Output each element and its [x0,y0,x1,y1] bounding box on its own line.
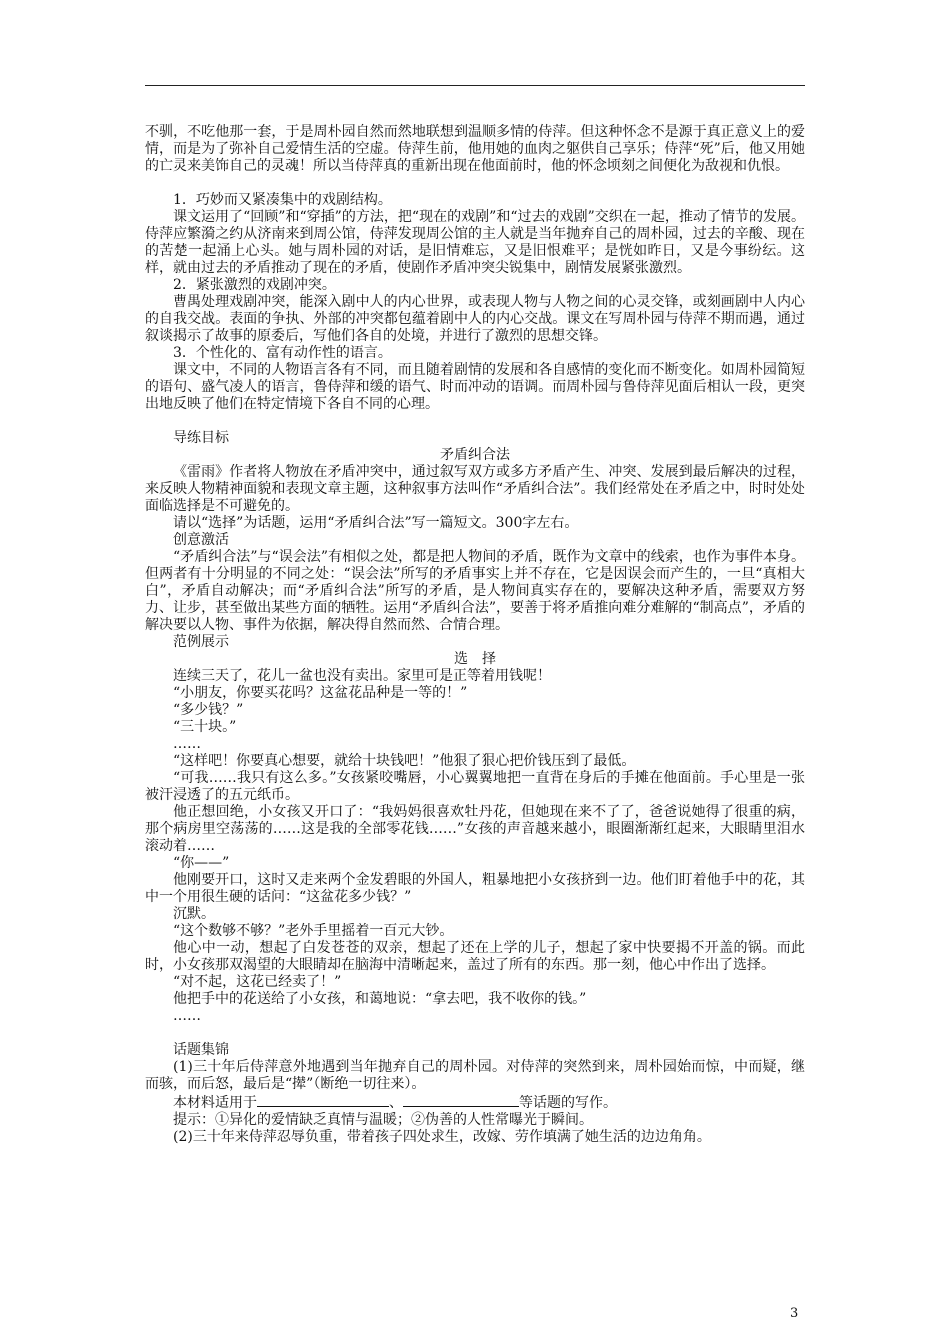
paragraph: 不驯，不吃他那一套，于是周朴园自然而然地联想到温顺多情的侍萍。但这种怀念不是源于真正意义上的爱情，而是为了弥补自己爱情生活的空虚。侍萍生前，他用她的血肉之躯供自己享乐；侍萍“死”后，他又用她的亡灵来美饰自己的灵魂！所以当侍萍真的重新出现在他面前时，他的怀念顷刻之间便化为敌视和仇恨。 [145,124,805,174]
page-number: 3 [790,1306,799,1321]
paragraph: 连续三天了，花儿一盆也没有卖出。家里可是正等着用钱呢！ [173,668,551,684]
fill-line-after: 等话题的写作。 [519,1095,617,1111]
paragraph: 《雷雨》作者将人物放在矛盾冲突中，通过叙写双方或多方矛盾产生、冲突、发展到最后解决的过程，来反映人物精神面貌和表现文章主题，这种叙事方法叫作“矛盾纠合法”。我们经常处在矛盾之中，时时处处面临选择是不可避免的。 [145,464,805,514]
paragraph: “这个数够不够？”老外手里摇着一百元大钞。 [173,923,454,939]
section-heading: 创意激活 [173,532,229,548]
centered-title: 矛盾纠合法 [440,447,510,463]
paragraph: 他心中一动，想起了白发苍苍的双亲，想起了还在上学的儿子，想起了家中快要揭不开盖的锅。而此时，小女孩那双渴望的大眼睛却在脑海中清晰起来，盖过了所有的东西。那一刻，他心中作出了选择。 [145,940,805,973]
text-blocks [145,124,805,1093]
paragraph: 他正想回绝，小女孩又开口了：“我妈妈很喜欢牡丹花，但她现在来不了了，爸爸说她得了很重的病，那个病房里空荡荡的……这是我的全部零花钱……”女孩的声音越来越小，眼圈渐渐红起来，大眼睛里泪水滚动着…… [145,804,805,854]
section-heading: 范例展示 [173,634,229,650]
paragraph: “多少钱？” [173,702,244,718]
paragraph: “对不起，这花已经卖了！” [173,974,342,990]
section-heading: 话题集锦 [173,1042,229,1058]
paragraph: (2)三十年来侍萍忍辱负重，带着孩子四处求生，改嫁、劳作填满了她生活的边边角角。 [173,1129,711,1145]
paragraph-gap [145,413,805,430]
paragraph: …… [173,736,201,752]
section-heading: 导练目标 [173,430,229,446]
paragraph: 课文中，不同的人物语言各有不同，而且随着剧情的发展和各自感情的变化而不断变化。如周朴园简短的语句、盛气凌人的语言，鲁侍萍和缓的语气、时而冲动的语调。而周朴园与鲁侍萍见面后相认一段，更突出地反映了他们在特定情境下各自不同的心理。 [145,362,805,412]
paragraph: 他把手中的花送给了小女孩，和蔼地说：“拿去吧，我不收你的钱。” [173,991,587,1007]
paragraph: “可我……我只有这么多。”女孩紧咬嘴唇，小心翼翼地把一直背在身后的手摊在他面前。手心里是一张被汗浸透了的五元纸币。 [145,770,805,803]
fill-line-middle: 、 [389,1095,403,1111]
paragraph-gap [145,1025,805,1042]
page-body [145,124,805,1146]
paragraph: 沉默。 [173,906,215,922]
fill-in-line [145,1093,805,1112]
paragraph: 请以“选择”为话题，运用“矛盾纠合法”写一篇短文。300字左右。 [173,515,579,531]
paragraph: “三十块。” [173,719,237,735]
header-rule [145,85,805,86]
paragraph: “小朋友，你要买花吗？这盆花品种是一等的！” [173,685,468,701]
section-heading: 1．巧妙而又紧凑集中的戏剧结构。 [173,192,392,208]
paragraph: 曹禺处理戏剧冲突，能深入剧中人的内心世界，或表现人物与人物之间的心灵交锋，或刻画剧中人内心的自我交战。表面的争执、外部的冲突都包蕴着剧中人的内心交战。课文在写周朴园与侍萍不期而遇，通过叙谈揭示了故事的原委后，写他们各自的处境，并进行了激烈的思想交锋。 [145,294,805,344]
paragraph: “矛盾纠合法”与“误会法”有相似之处，都是把人物间的矛盾，既作为文章中的线索，也作为事件本身。但两者有十分明显的不同之处：“误会法”所写的矛盾事实上并不存在，它是因误会而产生的，一旦“真相大白”，矛盾自动解决；而“矛盾纠合法”所写的矛盾，是人物间真实存在的，要解决这种矛盾，需要双方努力、让步，甚至做出某些方面的牺牲。运用“矛盾纠合法”，要善于将矛盾推向难分难解的“制高点”，矛盾的解决要以人物、事件为依据，解决得自然而然、合情合理。 [145,549,805,633]
section-heading: 2．紧张激烈的戏剧冲突。 [173,277,336,293]
section-heading: 3．个性化的、富有动作性的语言。 [173,345,392,361]
paragraph-gap [145,175,805,192]
paragraph: (1)三十年后侍萍意外地遇到当年抛弃自己的周朴园。对侍萍的突然到来，周朴园始而惊，中而疑，继而骇，而后怒，最后是“撵”（断绝一切往来）。 [145,1059,805,1092]
answer-blank-2[interactable] [403,1093,519,1107]
fill-line-before: 本材料适用于 [173,1095,257,1111]
paragraph: “这样吧！你要真心想要，就给十块钱吧！”他狠了狠心把价钱压到了最低。 [173,753,636,769]
paragraph: …… [173,1008,201,1024]
centered-title: 选 择 [454,651,496,667]
paragraph: 他刚要开口，这时又走来两个金发碧眼的外国人，粗暴地把小女孩挤到一边。他们盯着他手中的花，其中一个用很生硬的话问：“这盆花多少钱？” [145,872,805,905]
answer-blank-1[interactable] [257,1093,389,1107]
tail-blocks [145,1112,805,1146]
paragraph: “你——” [173,855,230,871]
paragraph: 课文运用了“回顾”和“穿插”的方法，把“现在的戏剧”和“过去的戏剧”交织在一起，推动了情节的发展。侍萍应繁漪之约从济南来到周公馆，侍萍发现周公馆的主人就是当年抛弃自己的周朴园，过去的辛酸、现在的苦楚一起涌上心头。她与周朴园的对话，是旧情难忘，又是旧恨难平；是恍如昨日，又是今事纷纭。这样，就由过去的矛盾推动了现在的矛盾，使剧作矛盾冲突尖锐集中，剧情发展紧张激烈。 [145,209,805,276]
paragraph: 提示：①异化的爱情缺乏真情与温暖；②伪善的人性常曝光于瞬间。 [173,1112,593,1128]
